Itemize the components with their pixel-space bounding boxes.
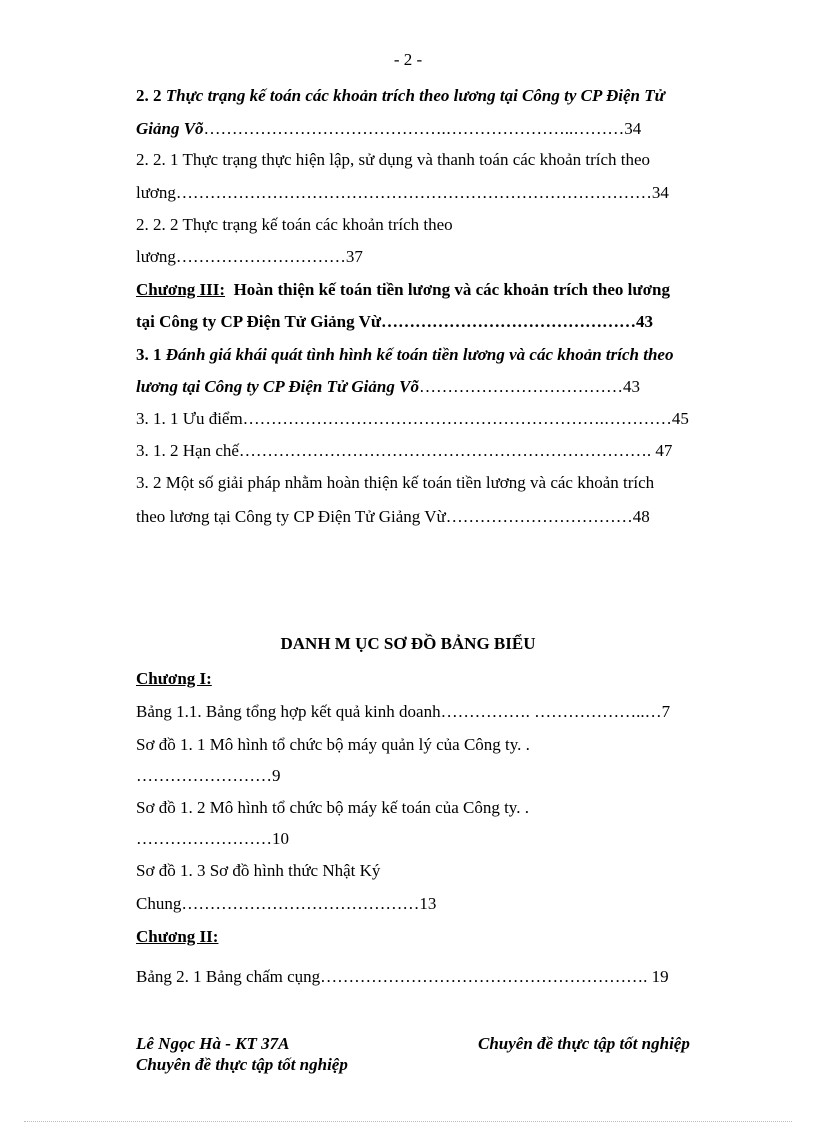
footer-report-title-right: Chuyên đề thực tập tốt nghiệp: [478, 1034, 690, 1053]
figure-entry-diagram-1-1-cont: ……………………9: [136, 766, 281, 785]
figures-chapter-2-label: Chương II:: [136, 927, 219, 946]
figure-entry-table-1-1: Bảng 1.1. Bảng tổng hợp kết quả kinh doanh……………. ………………..…7: [136, 702, 671, 721]
toc-entry-3-1: [136, 345, 673, 365]
toc-leader: ………………………………43: [418, 377, 640, 396]
footer-author: Lê Ngọc Hà - KT 37A: [136, 1034, 290, 1053]
toc-entry-2-2-1: 2. 2. 1 Thực trạng thực hiện lập, sử dụng và thanh toán các khoản trích theo: [136, 150, 651, 169]
list-of-figures-heading: DANH M ỤC SƠ ĐỒ BẢNG BIỂU: [280, 634, 536, 653]
toc-entry-number: 2. 2: [136, 86, 166, 105]
toc-entry-2-2-2-cont: lương…………………………37: [136, 247, 363, 266]
toc-entry-3-1-1: 3. 1. 1 Ưu điểm……………………………………………………….…………45: [136, 409, 689, 428]
toc-entry-title: Đánh giá khái quát tình hình kế toán tiền lương và các khoản trích theo: [165, 345, 674, 364]
toc-entry-2-2-2: 2. 2. 2 Thực trạng kế toán các khoản trích theo: [136, 215, 453, 234]
toc-chapter-3: [136, 280, 670, 300]
toc-entry-number: 3. 1: [136, 345, 166, 364]
figure-entry-diagram-1-1: Sơ đồ 1. 1 Mô hình tổ chức bộ máy quản lý của Công ty. .: [136, 735, 530, 754]
figure-entry-diagram-1-2-cont: ……………………10: [136, 829, 289, 848]
figure-entry-diagram-1-3-cont: Chung……………………………………13: [136, 894, 437, 913]
toc-entry-3-1-2: 3. 1. 2 Hạn chế………………………………………………………………. 47: [136, 441, 673, 460]
toc-entry-2-2-1-cont: lương…………………………………………………………………………34: [136, 183, 669, 202]
chapter-title: Hoàn thiện kế toán tiền lương và các khoản trích theo lương: [233, 280, 670, 299]
page-bottom-divider: [24, 1121, 792, 1122]
toc-entry-3-2-cont: theo lương tại Công ty CP Điện Tử Giảng Vừ……………………………48: [136, 507, 650, 526]
toc-entry-3-2: 3. 2 Một số giải pháp nhằm hoàn thiện kế toán tiền lương và các khoản trích: [136, 473, 655, 492]
toc-entry-title: Thực trạng kế toán các khoản trích theo lương tại Công ty CP Điện Tử: [165, 86, 665, 105]
toc-entry-2-2: [136, 86, 665, 106]
figure-entry-table-2-1: Bảng 2. 1 Bảng chấm cụng…………………………………………………. 19: [136, 967, 669, 986]
page-number: - 2 -: [393, 50, 423, 69]
figure-entry-diagram-1-3: Sơ đồ 1. 3 Sơ đồ hình thức Nhật Ký: [136, 861, 381, 880]
toc-entry-3-1-cont: [136, 377, 640, 397]
figure-entry-diagram-1-2: Sơ đồ 1. 2 Mô hình tổ chức bộ máy kế toán của Công ty. .: [136, 798, 529, 817]
toc-leader: …………………………………….…………………..………34: [203, 119, 642, 138]
footer-report-title-left: Chuyên đề thực tập tốt nghiệp: [136, 1055, 348, 1074]
chapter-label: Chương III:: [136, 280, 226, 299]
toc-entry-title: Giảng Võ: [136, 119, 204, 138]
toc-entry-title: lương tại Công ty CP Điện Tử Giảng Võ: [136, 377, 419, 396]
toc-chapter-3-cont: tại Công ty CP Điện Tử Giảng Vừ………………………………………43: [136, 312, 654, 331]
toc-entry-2-2-cont: [136, 119, 641, 139]
figures-chapter-1-label: Chương I:: [136, 669, 212, 688]
